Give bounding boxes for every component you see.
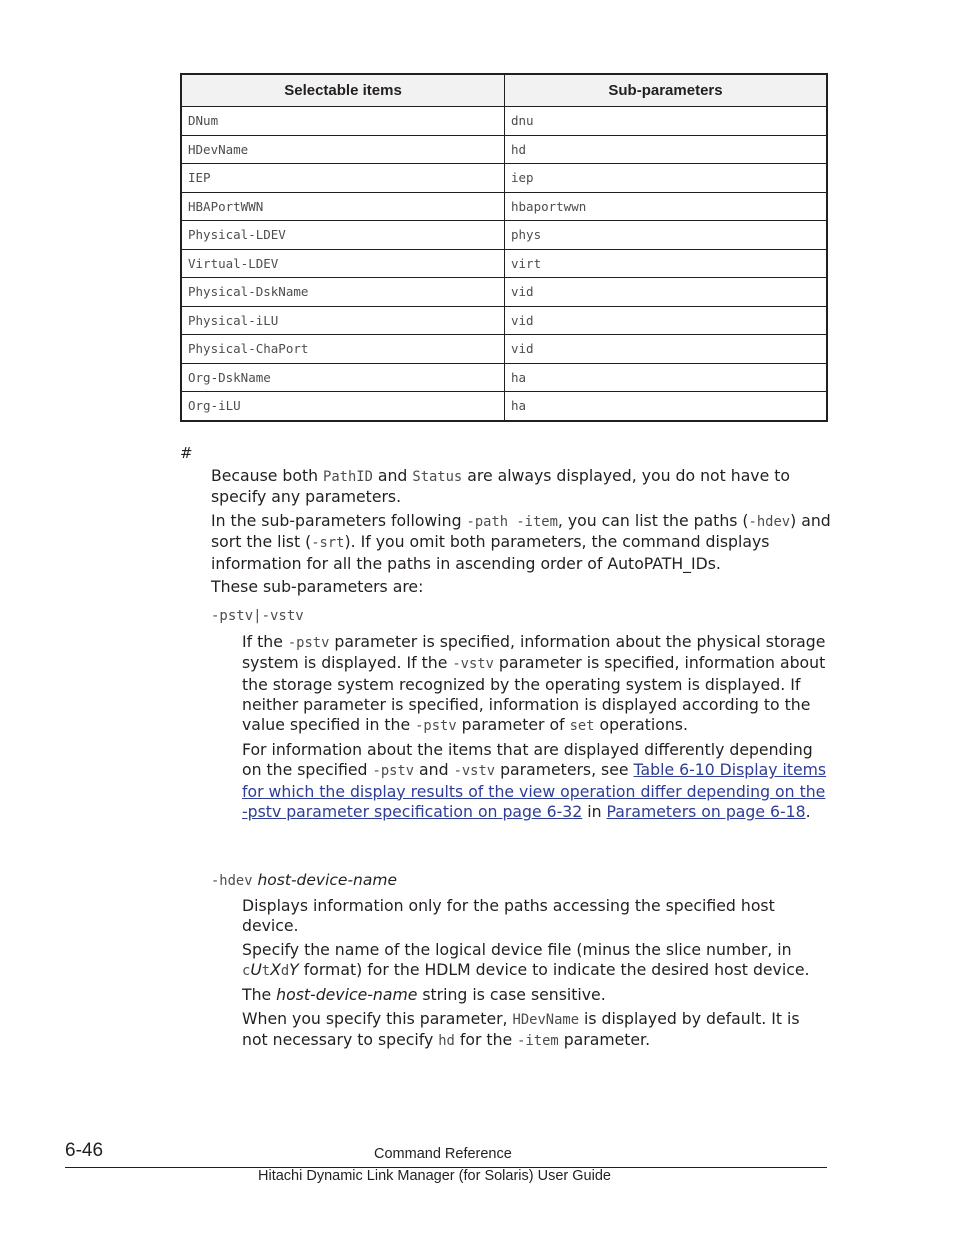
- subparam-cell: phys: [505, 221, 828, 250]
- pstv-description: [242, 632, 827, 826]
- item-cell: HBAPortWWN: [181, 192, 505, 221]
- pstv-paragraph: For information about the items that are displayed differently depending on the specified -pstv and -vstv parameters, see Table 6-10 Display items for which the display results of the view operation differ depending on the -pstv parameter specification on page 6-32 in Parameters on page 6-18.: [242, 739, 827, 821]
- header-sub-parameters: Sub-parameters: [505, 74, 828, 107]
- subparam-cell: hd: [505, 135, 828, 164]
- note-paragraph: Because both PathID and Status are always displayed, you do not have to specify any parameters.: [211, 466, 790, 507]
- hdev-paragraph: The host-device-name string is case sensitive.: [242, 985, 606, 1005]
- table-row: [181, 221, 827, 250]
- pstv-option-title: -pstv|-vstv: [211, 608, 304, 624]
- subparam-cell: iep: [505, 164, 828, 193]
- table-row: [181, 306, 827, 335]
- pstv-paragraph: If the -pstv parameter is specified, information about the physical storage system is displayed. If the -vstv parameter is specified, information about the storage system recognized by the operating system is displayed. If neither parameter is specified, information is displayed according to the value specified in the -pstv parameter of set operations.: [242, 632, 826, 735]
- item-cell: Physical-iLU: [181, 306, 505, 335]
- hdev-paragraph: When you specify this parameter, HDevName is displayed by default. It is not necessary to specify hd for the -item parameter.: [242, 1008, 800, 1050]
- note-paragraph: These sub-parameters are:: [211, 577, 424, 597]
- item-cell: Org-iLU: [181, 392, 505, 421]
- table-row: [181, 249, 827, 278]
- item-cell: Physical-DskName: [181, 278, 505, 307]
- table-row: [181, 392, 827, 421]
- table-6-10-link[interactable]: Table 6-10 Display items for which the display results of the view operation differ depending on the -pstv parameter specification on page 6-32: [242, 760, 827, 821]
- item-cell: Virtual-LDEV: [181, 249, 505, 278]
- hdev-description: [242, 896, 827, 1055]
- hdev-option-title: -hdev host-device-name: [211, 871, 397, 889]
- subparam-cell: vid: [505, 278, 828, 307]
- subparam-cell: vid: [505, 306, 828, 335]
- parameters-link[interactable]: Parameters on page 6-18: [606, 801, 806, 821]
- table-header-row: [181, 74, 827, 107]
- header-selectable-items: Selectable items: [181, 74, 505, 107]
- note-body: [211, 466, 831, 601]
- note-marker: #: [180, 444, 193, 462]
- table-row: [181, 164, 827, 193]
- subparam-cell: virt: [505, 249, 828, 278]
- subparam-cell: hbaportwwn: [505, 192, 828, 221]
- item-cell: IEP: [181, 164, 505, 193]
- table-row: [181, 335, 827, 364]
- item-cell: HDevName: [181, 135, 505, 164]
- table-row: [181, 192, 827, 221]
- note-paragraph: In the sub-parameters following -path -item, you can list the paths (-hdev) and sort the list (-srt). If you omit both parameters, the command displays information for all the paths in ascending order of AutoPATH_IDs.: [211, 511, 831, 573]
- footer-guide-title: Hitachi Dynamic Link Manager (for Solaris) User Guide: [258, 1168, 611, 1184]
- item-cell: Physical-ChaPort: [181, 335, 505, 364]
- page-number: 6-46: [65, 1140, 104, 1161]
- subparam-cell: vid: [505, 335, 828, 364]
- item-cell: Org-DskName: [181, 363, 505, 392]
- subparam-cell: ha: [505, 363, 828, 392]
- subparam-cell: dnu: [505, 107, 828, 136]
- item-cell: DNum: [181, 107, 505, 136]
- hdev-paragraph: Displays information only for the paths accessing the specified host device.: [242, 896, 775, 936]
- item-cell: Physical-LDEV: [181, 221, 505, 250]
- table-row: [181, 363, 827, 392]
- table-row: [181, 107, 827, 136]
- sub-parameters-table: [180, 73, 828, 422]
- footer-section-title: Command Reference: [374, 1146, 512, 1162]
- table-row: [181, 135, 827, 164]
- table-row: [181, 278, 827, 307]
- subparam-cell: ha: [505, 392, 828, 421]
- hdev-paragraph: Specify the name of the logical device file (minus the slice number, in cUtXdY format) for the HDLM device to indicate the desired host device.: [242, 940, 810, 980]
